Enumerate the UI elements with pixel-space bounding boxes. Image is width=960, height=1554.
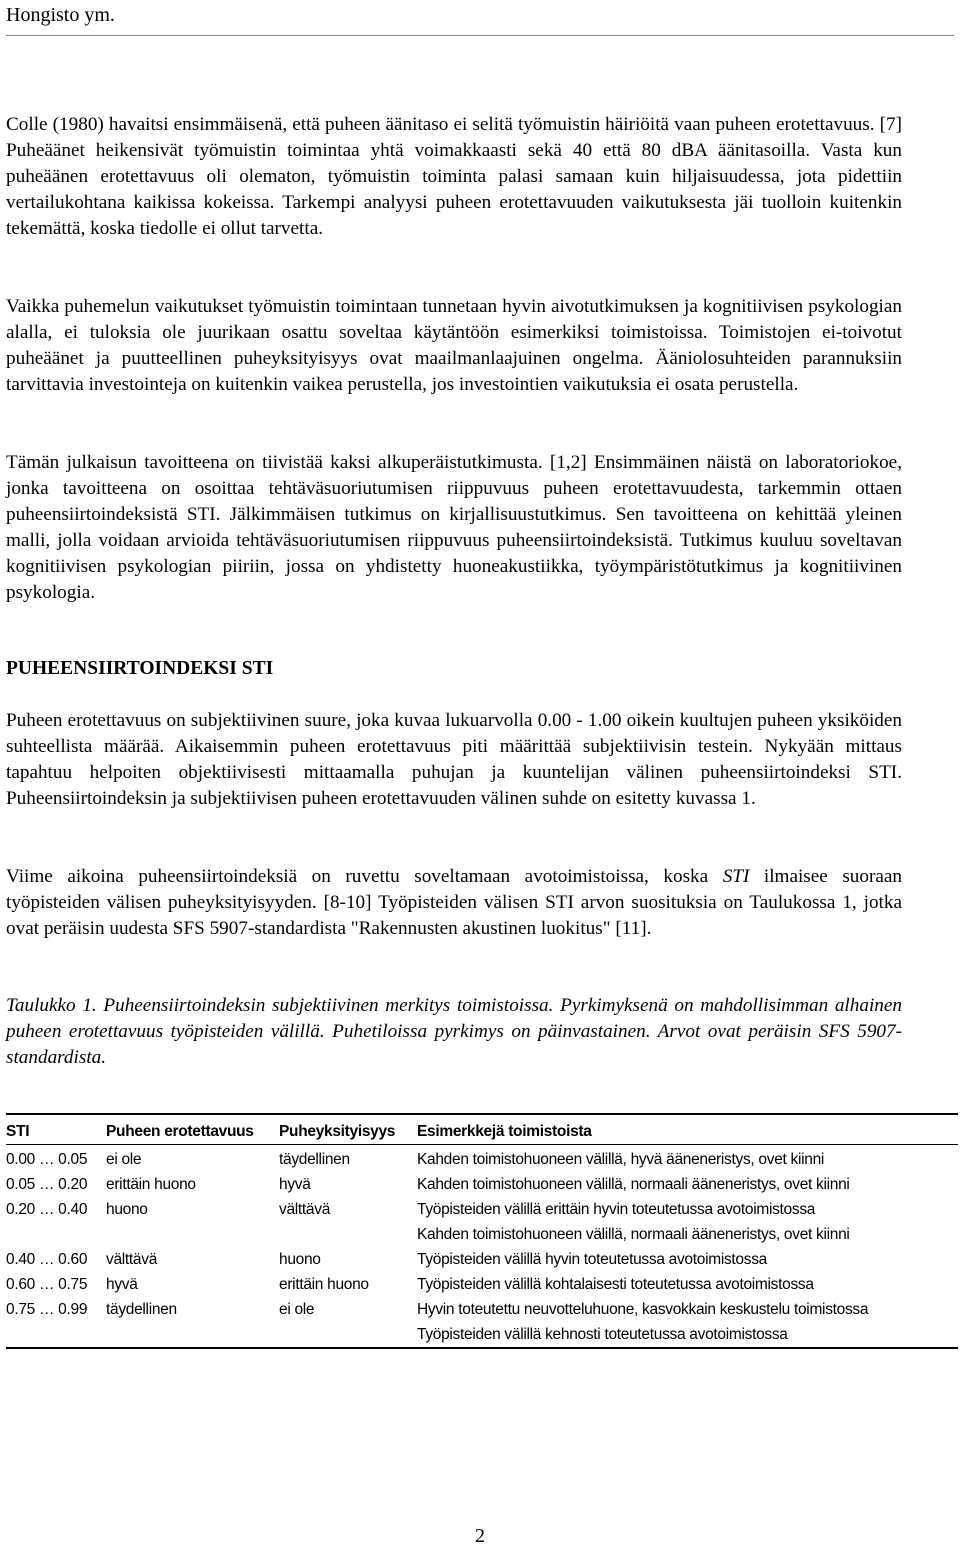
cell-erotettavuus: täydellinen: [106, 1301, 177, 1318]
column-header-sti: STI: [6, 1123, 30, 1140]
paragraph-avotoimistot: [6, 864, 902, 942]
paragraph-text-start: Viime aikoina puheensiirtoindeksiä on ruvettu soveltamaan avotoimistoissa, koska: [6, 866, 723, 887]
cell-puheyksityisyys: ei ole: [279, 1301, 315, 1318]
page-number: 2: [475, 1525, 485, 1547]
header-divider: [6, 35, 954, 36]
paragraph-text-end: ilmaisee suoraan työpisteiden välisen puheyksityisyyden. [8-10] Työpisteiden välisen STI arvon suosituksia on Taulukossa 1, jotka ovat peräisin uudesta SFS 5907-standardista "Rakennusten akustinen luokitus" [11].: [6, 866, 903, 939]
cell-sti: 0.75 … 0.99: [6, 1301, 88, 1318]
cell-erotettavuus: ei ole: [106, 1151, 142, 1168]
cell-puheyksityisyys: [279, 1222, 417, 1247]
table-row: [6, 1297, 958, 1322]
table-row: [6, 1145, 958, 1173]
cell-esimerkki: Kahden toimistohuoneen välillä, normaali ääneneristys, ovet kiinni: [417, 1176, 850, 1193]
cell-puheyksityisyys: huono: [279, 1251, 321, 1268]
table-row: [6, 1322, 958, 1348]
cell-esimerkki: Kahden toimistohuoneen välillä, hyvä ääneneristys, ovet kiinni: [417, 1151, 825, 1168]
sti-italic-term: STI: [722, 866, 750, 887]
column-header-esimerkit: Esimerkkejä toimistoista: [417, 1123, 592, 1140]
cell-sti: 0.05 … 0.20: [6, 1176, 88, 1193]
cell-sti: 0.00 … 0.05: [6, 1151, 88, 1168]
paragraph-colle: Colle (1980) havaitsi ensimmäisenä, että puheen äänitaso ei selitä työmuistin häiriöitä vaan puheen erotettavuus. [7] Puheäänet heikensivät työmuistin toimintaa yhtä voimakkaasti sekä 40 että 80 dBA äänitasoilla. Vasta kun puheäänen erotettavuus oli olematon, työmuistin toiminta palasi samaan kuin hiljaisuudessa, jota pidettiin vertailukohtana kaikissa kokeissa. Tarkempi analyysi puheen erotettavuuden vaikutuksesta jäi tuolloin kuitenkin tekemättä, koska tiedolle ei ollut tarvetta.: [6, 114, 902, 239]
cell-sti: 0.40 … 0.60: [6, 1251, 88, 1268]
table-caption: Taulukko 1. Puheensiirtoindeksin subjektiivinen merkitys toimistoissa. Pyrkimyksenä on mahdollisimman alhainen puheen erotettavuus työpisteiden välillä. Puhetiloissa pyrkimys on päinvastainen. Arvot ovat peräisin SFS 5907-standardista.: [6, 995, 902, 1068]
cell-sti: [6, 1322, 106, 1348]
table-header-row: [6, 1114, 958, 1145]
cell-esimerkki: Työpisteiden välillä kohtalaisesti toteutetussa avotoimistossa: [417, 1276, 814, 1293]
table-row: [6, 1172, 958, 1197]
cell-puheyksityisyys: hyvä: [279, 1176, 311, 1193]
cell-esimerkki: Työpisteiden välillä erittäin hyvin toteutetussa avotoimistossa: [417, 1201, 816, 1218]
cell-puheyksityisyys: [279, 1322, 417, 1348]
cell-sti: 0.60 … 0.75: [6, 1276, 88, 1293]
paragraph-julkaisu: Tämän julkaisun tavoitteena on tiivistää kaksi alkuperäistutkimusta. [1,2] Ensimmäinen näistä on laboratoriokoe, jonka tavoitteena on osoittaa tehtäväsuoriutumisen riippuvuus puheen erotettavuudesta, tarkemmin ottaen puheensiirtoindeksistä STI. Jälkimmäisen tutkimus on kirjallisuustutkimus. Sen tavoitteena on kehittää yleinen malli, jolla voidaan arvioida tehtäväsuoriutumisen riippuvuus puheensiirtoindeksistä. Tutkimus kuuluu soveltavan kognitiivisen psykologian piiriin, jossa on yhdistetty huoneakustiikka, työympäristötutkimus ja kognitiivinen psykologia.: [6, 452, 902, 603]
section-heading: PUHEENSIIRTOINDEKSI STI: [6, 658, 274, 679]
sti-table: [6, 1113, 958, 1349]
cell-erotettavuus: [106, 1222, 279, 1247]
cell-esimerkki: Työpisteiden välillä hyvin toteutetussa avotoimistossa: [417, 1251, 767, 1268]
cell-esimerkki: Kahden toimistohuoneen välillä, normaali ääneneristys, ovet kiinni: [417, 1226, 850, 1243]
table-row: [6, 1272, 958, 1297]
paragraph-puhemelu: Vaikka puhemelun vaikutukset työmuistin toimintaan tunnetaan hyvin aivotutkimuksen ja kognitiivisen psykologian alalla, ei tuloksia ole juurikaan osattu soveltaa käytäntöön esimerkiksi toimistoissa. Toimistojen ei-toivotut puheäänet ja puutteellinen puheyksityisyys ovat maailmanlaajuinen ongelma. Ääniolosuhteiden parannuksiin tarvittavia investointeja on kuitenkin vaikea perustella, jos investointien vaikutuksia ei osata perustella.: [6, 296, 902, 395]
cell-sti: 0.20 … 0.40: [6, 1201, 88, 1218]
cell-erotettavuus: välttävä: [106, 1251, 158, 1268]
table-row: [6, 1222, 958, 1247]
running-header: Hongisto ym.: [6, 4, 115, 26]
cell-puheyksityisyys: välttävä: [279, 1201, 331, 1218]
table-row: [6, 1197, 958, 1222]
cell-erotettavuus: erittäin huono: [106, 1176, 196, 1193]
cell-puheyksityisyys: erittäin huono: [279, 1276, 369, 1293]
cell-esimerkki: Hyvin toteutettu neuvotteluhuone, kasvokkain keskustelu toimistossa: [417, 1301, 869, 1318]
cell-erotettavuus: huono: [106, 1201, 148, 1218]
paragraph-erotettavuus: Puheen erotettavuus on subjektiivinen suure, joka kuvaa lukuarvolla 0.00 - 1.00 oikein kuultujen puheen yksiköiden suhteellista määrää. Aikaisemmin puheen erotettavuus piti määrittää subjektiivisin testein. Nykyään mittaus tapahtuu helpoiten objektiivisesti mittaamalla puhujan ja kuuntelijan välinen puheensiirtoindeksi STI. Puheensiirtoindeksin ja subjektiivisen puheen erotettavuuden välinen suhde on esitetty kuvassa 1.: [6, 710, 902, 809]
cell-puheyksityisyys: täydellinen: [279, 1151, 350, 1168]
column-header-erotettavuus: Puheen erotettavuus: [106, 1123, 254, 1140]
cell-erotettavuus: [106, 1322, 279, 1348]
cell-erotettavuus: hyvä: [106, 1276, 138, 1293]
column-header-puheyksityisyys: Puheyksityisyys: [279, 1123, 396, 1140]
cell-esimerkki: Työpisteiden välillä kehnosti toteutetussa avotoimistossa: [417, 1326, 788, 1343]
table-row: [6, 1247, 958, 1272]
cell-sti: [6, 1222, 106, 1247]
